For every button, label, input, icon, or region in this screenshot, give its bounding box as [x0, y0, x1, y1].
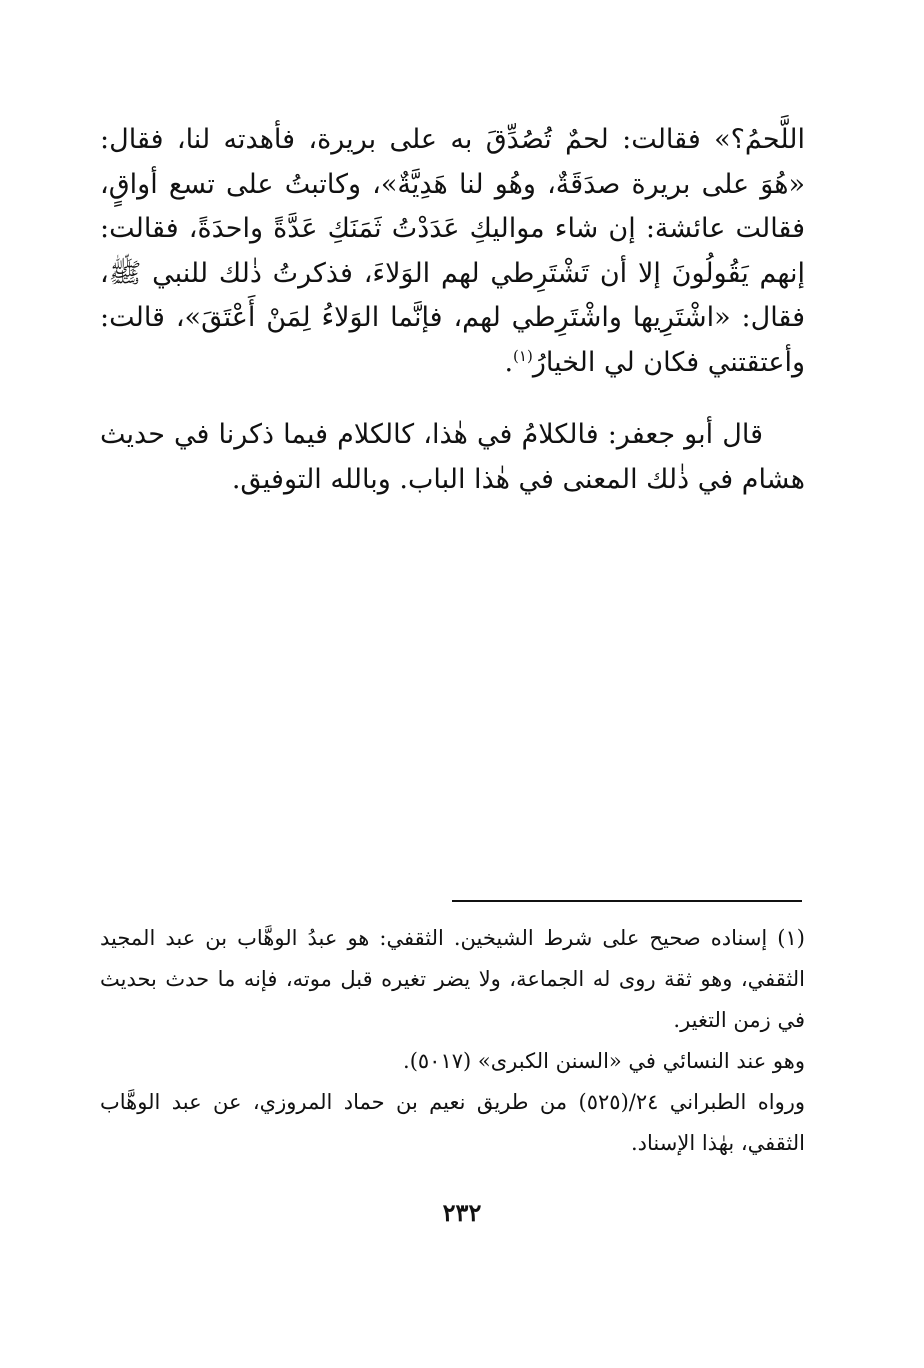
main-text [100, 118, 805, 502]
page-number: ٢٣٢ [442, 1198, 482, 1227]
footnote-separator [452, 900, 802, 902]
paragraph-2: قال أبو جعفر: فالكلامُ في هٰذا، كالكلام فيما ذكرنا في حديث هشام في ذٰلك المعنى في هٰذا الباب. وبالله التوفيق. [100, 419, 805, 495]
paragraph-1-text: اللَّحمُ؟» فقالت: لحمٌ تُصُدِّقَ به على بريرة، فأهدته لنا، فقال: «هُوَ على بريرة صدَقَةٌ، وهُو لنا هَدِيَّةٌ»، وكاتبتُ على تسع أواقٍ، فقالت عائشة: إن شاء مواليكِ عَدَدْتُ ثَمَنَكِ عَدَّةً واحدَةً، فقالت: إنهم يَقُولُونَ إلا أن تَشْتَرِطي لهم الوَلاءَ، فذكرتُ ذٰلك للنبي ﷺ، فقال: «اشْتَرِيها واشْتَرِطي لهم، فإنَّما الوَلاءُ لِمَنْ أَعْتَقَ»، قالت: وأعتقتني فكان لي الخيارُ [100, 124, 805, 378]
footnotes [100, 918, 805, 1164]
footnote-marker: (١) [513, 346, 533, 365]
footnote-2: وهو عند النسائي في «السنن الكبرى» (٥٠١٧). [403, 1049, 805, 1073]
paragraph-1-end: . [504, 346, 514, 378]
footnote-1: (١) إسناده صحيح على شرط الشيخين. الثقفي: هو عبدُ الوهَّاب بن عبد المجيد الثقفي، وهو ثقة روى له الجماعة، ولا يضر تغيره قبل موته، فإنه ما حدث بحديث في زمن التغير. [100, 926, 805, 1032]
paragraph-1 [100, 118, 805, 385]
footnote-3: ورواه الطبراني ٢٤/(٥٢٥) من طريق نعيم بن حماد المروزي، عن عبد الوهَّاب الثقفي، بهٰذا الإسناد. [100, 1090, 805, 1155]
